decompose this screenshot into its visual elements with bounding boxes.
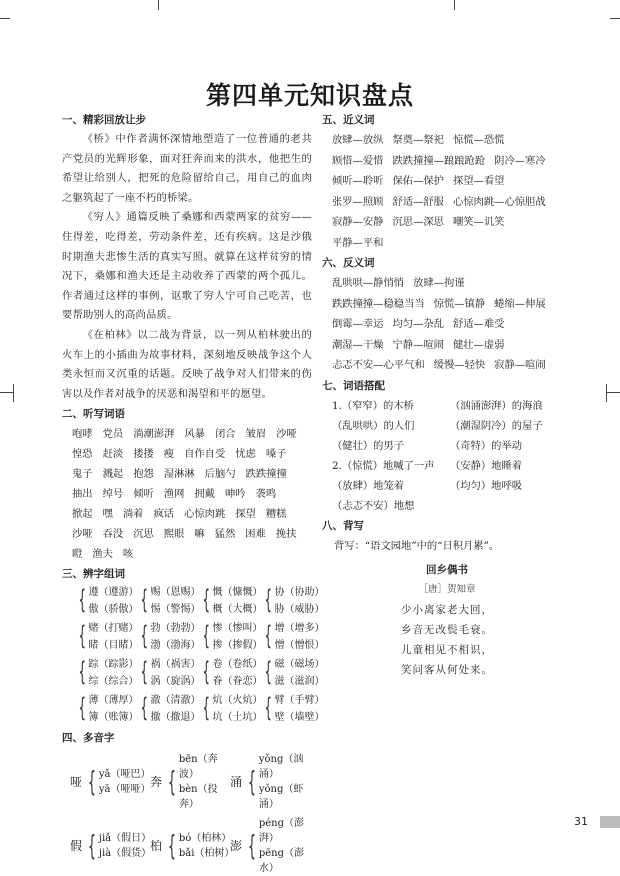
synonym-pair: 顾惜—爱惜 xyxy=(332,154,384,167)
pair-entry: 磁（磁场） xyxy=(274,659,325,671)
polyphone-readings xyxy=(259,816,310,876)
collocation-item: （健壮）的男子 xyxy=(332,439,405,452)
pair-entry: 渤（渤海） xyxy=(150,640,201,652)
dictation-word: 痩 xyxy=(163,448,175,461)
crop-mark xyxy=(454,0,455,10)
collocation-item: （忐忑不安）地想 xyxy=(332,499,415,512)
dictation-word: 淌着 xyxy=(122,508,144,521)
synonym-pair: 心惊肉跳—心惊胆战 xyxy=(452,195,546,208)
poem-line: 少小离家老大回， xyxy=(401,603,493,616)
character-pair xyxy=(136,656,201,690)
pair-entry: 勃（勃勃） xyxy=(150,623,201,635)
brace-icon: { xyxy=(167,829,176,863)
pair-lines xyxy=(150,584,201,618)
collocation-item: （汹涌澎湃）的海浪 xyxy=(450,399,543,412)
poem-title: 回乡偶书 xyxy=(426,563,468,576)
character-pair xyxy=(136,584,201,618)
dictation-word: 咳 xyxy=(122,548,134,561)
polyphone-reading: yǒng（汹涌） xyxy=(258,754,304,781)
character-pair xyxy=(198,692,263,726)
dictation-word: 挽扶 xyxy=(275,528,297,541)
dictation-word: 后脑勺 xyxy=(204,468,236,481)
brace-icon: { xyxy=(264,585,272,616)
brace-icon: { xyxy=(202,621,210,652)
dictation-word: 搂搂 xyxy=(133,448,154,461)
dictation-word: 闭合 xyxy=(214,428,236,441)
pair-lines xyxy=(212,656,263,690)
polyphone-reading: pēng（澎水） xyxy=(258,848,305,875)
polyphone-reading: yǒng（虾涌） xyxy=(258,784,304,811)
brace-icon: { xyxy=(202,657,210,688)
character-pair xyxy=(74,656,139,690)
polyphone-readings xyxy=(259,752,310,812)
antonym-list xyxy=(332,273,572,376)
antonym-pair: 宁静—喧闹 xyxy=(392,338,444,351)
brace-icon: { xyxy=(264,693,272,724)
synonym-pair: 阴冷—寒冷 xyxy=(494,154,546,167)
crop-mark xyxy=(0,392,14,393)
dictation-word: 瞪 xyxy=(72,548,83,561)
pair-entry: 协（协助） xyxy=(274,587,325,599)
dictation-word: 抱怨 xyxy=(133,468,154,481)
brace-icon: { xyxy=(247,765,256,799)
dictation-word: 探望 xyxy=(235,508,256,521)
dictation-word: 渔网 xyxy=(163,488,185,501)
section-heading: 三、辨字组词 xyxy=(62,568,125,581)
collocation-item: （奇特）的举动 xyxy=(450,439,523,452)
polyphone-char: 奔 xyxy=(150,774,163,789)
pair-entry: 澈（清澈） xyxy=(150,695,201,707)
collocation-item xyxy=(450,496,570,516)
synonym-pair: 探望—看望 xyxy=(452,175,505,187)
page-title: 第四单元知识盘点 xyxy=(205,81,414,110)
synonym-pair: 倾听—聆听 xyxy=(332,175,384,187)
crop-mark xyxy=(158,0,159,10)
synonym-pair: 寂静—安静 xyxy=(332,216,384,228)
polyphone-char: 柏 xyxy=(150,838,163,853)
section-heading: 八、背写 xyxy=(322,519,364,532)
character-pair xyxy=(260,692,325,726)
brace-icon: { xyxy=(202,693,210,724)
pair-entry: 簿（账簿） xyxy=(88,712,139,724)
dictation-word: 猛然 xyxy=(214,528,236,541)
brace-icon: { xyxy=(140,657,148,688)
polyphone-reading: jiǎ（假日） xyxy=(98,833,152,845)
dictation-word: 自作自受 xyxy=(184,448,226,461)
pair-entry: 睹（目睹） xyxy=(88,640,139,652)
polyphone-char: 哑 xyxy=(70,774,83,789)
character-pair xyxy=(74,692,139,726)
pair-entry: 眷（眷恋） xyxy=(212,676,263,688)
collocation-item: （均匀）地呼吸 xyxy=(450,479,523,492)
synonym-pair: 平静—平和 xyxy=(332,236,384,249)
poem-line: 儿童相见不相识， xyxy=(401,643,493,656)
character-pair xyxy=(260,656,325,690)
left-column xyxy=(62,110,325,876)
pair-entry: 惕（警惕） xyxy=(150,604,201,616)
character-pair xyxy=(198,656,263,690)
antonym-pair: 乱哄哄—静悄悄 xyxy=(332,277,405,289)
polyphone-reading: yǎ（哑巴） xyxy=(98,769,151,781)
pair-entry: 祸（祸害） xyxy=(150,659,201,671)
pair-entry: 遵（遵游） xyxy=(88,587,139,599)
dictation-word: 淌潮澎湃 xyxy=(133,428,175,441)
dictation-word: 困难 xyxy=(245,528,266,541)
dictation-word: 沙哑 xyxy=(276,428,297,441)
pair-lines xyxy=(212,584,263,618)
pair-entry: 掺（掺假） xyxy=(212,640,263,652)
collocation-item: （放肆）地笼着 xyxy=(332,479,405,492)
poem xyxy=(322,560,572,680)
pair-entry: 炕（火炕） xyxy=(212,695,263,707)
character-pair xyxy=(260,584,325,618)
polyphone-reading: bǎi（柏树） xyxy=(178,848,235,860)
synonym-list xyxy=(332,130,572,253)
pair-entry: 壁（墙壁） xyxy=(274,712,325,724)
pair-entry: 胁（威胁） xyxy=(274,604,325,616)
section-heading: 六、反义词 xyxy=(322,257,375,269)
poem-line: 乡音无改鬓毛衰。 xyxy=(401,623,493,636)
brace-icon: { xyxy=(87,829,96,863)
crop-mark xyxy=(606,392,620,393)
collocation-item: （潮湿阴冷）的屋子 xyxy=(450,419,543,432)
pair-entry: 臂（手臂） xyxy=(274,695,325,707)
brace-icon: { xyxy=(264,657,272,688)
poem-author: ［唐］贺知章 xyxy=(418,583,476,595)
polyphone-reading: jià（假货） xyxy=(98,848,152,860)
brace-icon: { xyxy=(78,693,86,724)
polyphone-readings xyxy=(178,831,235,861)
character-pair xyxy=(136,692,201,726)
polyphone-readings xyxy=(179,752,230,812)
dictation-word: 袭鸣 xyxy=(255,488,277,501)
paragraph: 《穷人》通篇反映了桑娜和西蒙两家的贫穷——住得差，吃得差，劳动条件差，还有疾病。这是沙俄时期渔夫悲惨生活的真实写照。就算在这样贫穷的情况下，桑娜和渔夫还是主动收养了西蒙的两个孤儿。作者通过这样的事例，讴歌了穷人宁可自己吃苦，也要帮助别人的高尚品质。 xyxy=(62,211,312,322)
brace-icon: { xyxy=(78,657,86,688)
dictation-word: 糟糕 xyxy=(265,508,287,521)
pair-entry: 涡（旋涡） xyxy=(150,676,201,688)
dictation-word: 心惊肉跳 xyxy=(184,508,226,521)
pair-lines xyxy=(274,620,325,654)
antonym-pair: 均匀—杂乱 xyxy=(392,318,444,330)
brace-icon: { xyxy=(264,621,272,652)
brace-icon: { xyxy=(87,765,96,799)
polyphone-grid xyxy=(70,752,312,876)
pair-lines xyxy=(274,656,325,690)
pair-entry: 惨（惨叫） xyxy=(212,623,263,635)
dictation-word: 掀起 xyxy=(72,508,93,521)
crop-mark xyxy=(13,384,14,402)
dictation-word: 嘛 xyxy=(194,528,205,541)
dictation-word: 吞没 xyxy=(102,528,124,541)
pair-entry: 赐（恩赐） xyxy=(150,587,201,599)
edge-tab xyxy=(600,816,620,828)
antonym-pair: 潮湿—干燥 xyxy=(332,338,384,351)
pair-entry: 踪（踪影） xyxy=(88,659,139,671)
antonym-pair: 惊慌—镇静 xyxy=(433,297,486,310)
pair-entry: 憎（憎恨） xyxy=(274,640,325,652)
pair-entry: 增（增多） xyxy=(274,623,325,635)
brace-icon: { xyxy=(140,621,148,652)
dictation-word: 风暴 xyxy=(184,428,205,441)
pair-lines xyxy=(212,692,263,726)
section-heading: 四、多音字 xyxy=(62,732,115,745)
pair-entry: 慨（慷慨） xyxy=(212,587,263,599)
character-pair xyxy=(136,620,201,654)
pair-entry: 卷（卷纸） xyxy=(212,659,263,671)
paragraph: 《桥》中作者满怀深情地塑造了一位普通的老共产党员的光辉形象，面对狂奔而来的洪水，他把生的希望让给别人，把死的危险留给自己，用自己的血肉之躯筑起了一座不朽的桥梁。 xyxy=(62,133,312,204)
character-pair xyxy=(198,584,263,618)
antonym-pair: 放肆—拘谨 xyxy=(413,277,465,289)
brace-icon: { xyxy=(140,693,148,724)
character-pair xyxy=(260,620,325,654)
pair-lines xyxy=(212,620,263,654)
brace-icon: { xyxy=(202,585,210,616)
polyphone-reading: bó（柏林） xyxy=(178,833,232,845)
character-pair xyxy=(74,620,139,654)
dictation-word: 溅起 xyxy=(102,468,124,481)
crop-mark xyxy=(606,384,607,402)
dictation-word: 熙眼 xyxy=(163,528,185,541)
dictation-word-list xyxy=(72,424,312,564)
dictation-word: 鬼子 xyxy=(72,468,93,481)
synonym-pair: 张罗—照顾 xyxy=(332,195,384,208)
synonym-pair: 惊慌—恐慌 xyxy=(452,134,505,146)
synonym-pair: 祭奠—祭祀 xyxy=(392,134,444,146)
paragraph: 《在柏林》以二战为背景，以一列从柏林驶出的火车上的小插曲为故事材料，深刻地反映战争这个人类永恒而又沉重的话题。反映了战争对人们带来的伤害以及作者对战争的厌恶和渴望和平的愿望。 xyxy=(62,328,312,400)
pair-lines xyxy=(274,692,325,726)
pair-lines xyxy=(88,584,139,618)
section-heading: 二、听写词语 xyxy=(62,408,125,421)
antonym-pair: 倒霉—幸运 xyxy=(332,318,384,330)
dictation-word: 渔夫 xyxy=(92,548,113,561)
synonym-pair: 跌跌撞撞—踉踉跄跄 xyxy=(392,154,486,167)
polyphone-reading: yā（哑哑） xyxy=(98,784,151,796)
brace-icon: { xyxy=(78,621,86,652)
polyphone-item xyxy=(230,816,310,876)
polyphone-char: 涌 xyxy=(230,774,243,789)
synonym-pair: 沉思—深思 xyxy=(392,216,444,228)
poem-line: 笑问客从何处来。 xyxy=(401,663,493,676)
pair-entry: 概（大概） xyxy=(212,604,263,616)
polyphone-item xyxy=(150,752,230,812)
pair-entry: 撤（撤退） xyxy=(150,712,201,724)
character-pair xyxy=(198,620,263,654)
antonym-pair: 跌跌撞撞—稳稳当当 xyxy=(332,297,425,310)
dictation-word: 沙哑 xyxy=(72,528,93,541)
section-heading: 七、词语搭配 xyxy=(322,379,385,392)
dictation-word: 沉思 xyxy=(133,528,154,541)
dictation-word: 惶恐 xyxy=(72,448,93,461)
dictation-word: 跌跌撞撞 xyxy=(245,468,287,481)
recitation-intro: 背写：“语文园地”中的“日积月累”。 xyxy=(334,539,500,552)
right-column xyxy=(322,110,572,680)
brace-icon: { xyxy=(78,585,86,616)
brace-icon: { xyxy=(247,829,256,863)
antonym-pair: 寂静—喧闹 xyxy=(494,359,546,371)
section-heading: 五、近义词 xyxy=(322,114,375,126)
polyphone-char: 假 xyxy=(70,838,83,853)
dictation-word: 皱眉 xyxy=(245,428,267,441)
antonym-pair: 蜷缩—伸展 xyxy=(494,297,546,310)
pair-entry: 坑（土坑） xyxy=(212,712,263,724)
collocation-item: 1.（窄窄）的木桥 xyxy=(332,399,414,412)
synonym-pair: 保佑—保护 xyxy=(392,175,444,187)
brace-icon: { xyxy=(140,585,148,616)
polyphone-char: 澎 xyxy=(230,838,243,853)
dictation-word: 党员 xyxy=(102,428,124,441)
antonym-pair: 缓慢—轻快 xyxy=(433,359,486,371)
polyphone-item xyxy=(230,752,310,812)
pair-entry: 薄（薄厚） xyxy=(88,695,139,707)
polyphone-item xyxy=(70,752,150,812)
dictation-word: 咆哮 xyxy=(72,428,93,441)
crop-mark xyxy=(610,18,620,19)
polyphone-readings xyxy=(99,767,150,797)
pair-lines xyxy=(88,620,139,654)
collocation-item: （乱哄哄）的人们 xyxy=(332,419,415,432)
pair-lines xyxy=(88,692,139,726)
brace-icon: { xyxy=(167,765,176,799)
dictation-word: 疯话 xyxy=(153,508,175,521)
pair-entry: 傲（骄傲） xyxy=(88,604,139,616)
dictation-word: 湿淋淋 xyxy=(163,468,195,481)
pair-entry: 赌（打赌） xyxy=(88,623,139,635)
dictation-word: 拥戴 xyxy=(194,488,215,501)
synonym-pair: 放肆—放纵 xyxy=(332,134,384,146)
synonym-pair: 嘲笑—讥笑 xyxy=(452,216,505,228)
dictation-word: 嘿 xyxy=(102,508,113,521)
polyphone-reading: péng（澎湃） xyxy=(258,818,305,845)
pair-lines xyxy=(150,656,201,690)
pair-entry: 滋（滋润） xyxy=(274,676,325,688)
antonym-pair: 忐忑不安—心平气和 xyxy=(332,359,425,371)
pair-lines xyxy=(150,620,201,654)
dictation-word: 绰号 xyxy=(102,488,124,501)
pair-lines xyxy=(88,656,139,690)
pair-lines xyxy=(150,692,201,726)
synonym-pair: 舒适—舒服 xyxy=(392,195,444,208)
character-pair-grid xyxy=(74,584,325,728)
dictation-word: 呻吟 xyxy=(224,488,246,501)
polyphone-item xyxy=(150,816,235,876)
page-number: 31 xyxy=(574,815,588,828)
section-heading: 一、精彩回放让步 xyxy=(62,114,146,126)
polyphone-reading: bèn（投奔） xyxy=(178,784,218,811)
collocation-item: （安静）地睡着 xyxy=(450,459,523,472)
polyphone-item xyxy=(70,816,150,876)
dictation-word: 嗓子 xyxy=(265,448,287,461)
polyphone-reading: bēn（奔波） xyxy=(178,754,218,781)
dictation-word: 倾听 xyxy=(133,488,154,501)
collocation-list xyxy=(332,396,572,516)
collocation-item: 2.（惊慌）地喊了一声 xyxy=(332,459,435,472)
pair-lines xyxy=(274,584,325,618)
dictation-word: 忧虑 xyxy=(235,448,256,461)
dictation-word: 赶淡 xyxy=(102,448,124,461)
crop-mark xyxy=(0,18,10,19)
antonym-pair: 健壮—虚弱 xyxy=(452,338,505,351)
character-pair xyxy=(74,584,139,618)
pair-entry: 综（综合） xyxy=(88,676,139,688)
polyphone-readings xyxy=(99,831,150,861)
antonym-pair: 舒适—难受 xyxy=(452,318,505,330)
dictation-word: 抽出 xyxy=(72,488,93,501)
